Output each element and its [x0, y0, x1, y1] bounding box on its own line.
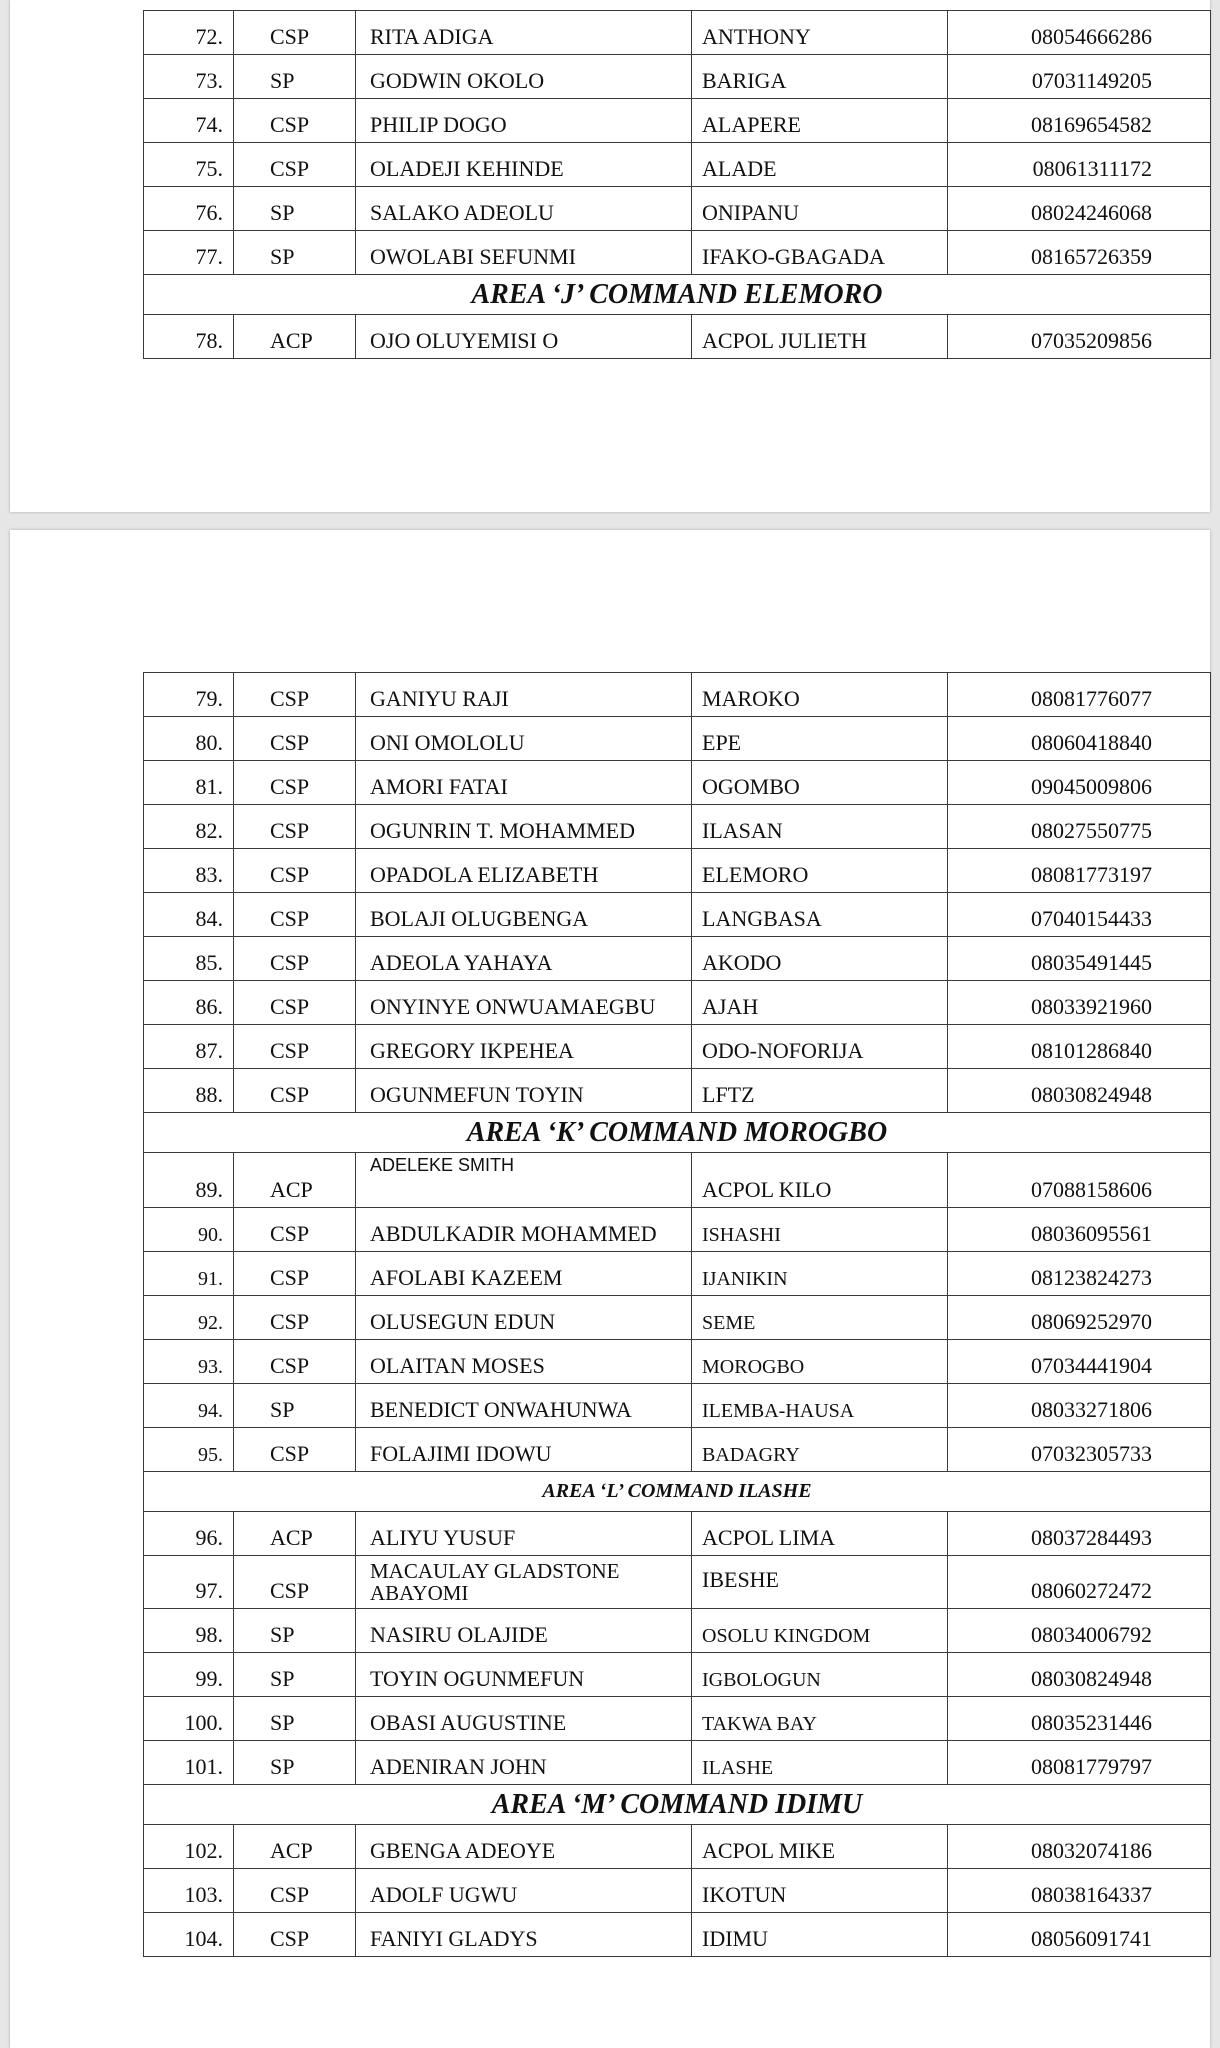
posting-location-cell: ONIPANU	[692, 187, 948, 231]
table-row	[144, 1252, 1211, 1296]
rank-cell: CSP	[234, 1025, 356, 1069]
officer-name-cell: RITA ADIGA	[356, 11, 692, 55]
phone-number-cell: 08035491445	[948, 937, 1211, 981]
serial-number-cell: 97.	[144, 1556, 234, 1609]
rank-cell: SP	[234, 1384, 356, 1428]
officer-name-cell: GBENGA ADEOYE	[356, 1825, 692, 1869]
table-row	[144, 1825, 1211, 1869]
rank-cell: CSP	[234, 1556, 356, 1609]
table-row	[144, 1512, 1211, 1556]
posting-location-cell: SEME	[692, 1296, 948, 1340]
rank-cell: ACP	[234, 1825, 356, 1869]
officers-table-page-2	[143, 672, 1211, 1957]
phone-number-cell: 08123824273	[948, 1252, 1211, 1296]
rank-cell: SP	[234, 1697, 356, 1741]
table-row	[144, 1609, 1211, 1653]
phone-number-cell: 07088158606	[948, 1153, 1211, 1208]
table-row	[144, 1913, 1211, 1957]
table-row	[144, 55, 1211, 99]
table-row	[144, 805, 1211, 849]
posting-location-cell: MAROKO	[692, 673, 948, 717]
phone-number-cell: 08069252970	[948, 1296, 1211, 1340]
officer-name-cell: ADENIRAN JOHN	[356, 1741, 692, 1785]
posting-location-cell: IFAKO-GBAGADA	[692, 231, 948, 275]
rank-cell: ACP	[234, 315, 356, 359]
posting-location-cell: IDIMU	[692, 1913, 948, 1957]
posting-location-cell: MOROGBO	[692, 1340, 948, 1384]
serial-number-cell: 84.	[144, 893, 234, 937]
posting-location-cell: ALAPERE	[692, 99, 948, 143]
rank-cell: CSP	[234, 1252, 356, 1296]
serial-number-cell: 75.	[144, 143, 234, 187]
officer-name-cell: OJO OLUYEMISI O	[356, 315, 692, 359]
officer-name-cell	[356, 1556, 692, 1609]
table-row	[144, 143, 1211, 187]
serial-number-cell: 102.	[144, 1825, 234, 1869]
serial-number-cell: 80.	[144, 717, 234, 761]
table-row	[144, 893, 1211, 937]
phone-number-cell: 08081776077	[948, 673, 1211, 717]
area-command-heading-row	[144, 1113, 1211, 1153]
posting-location-cell: ODO-NOFORIJA	[692, 1025, 948, 1069]
officer-name-cell: PHILIP DOGO	[356, 99, 692, 143]
area-command-heading-row	[144, 1785, 1211, 1825]
rank-cell: CSP	[234, 1340, 356, 1384]
phone-number-cell: 08169654582	[948, 99, 1211, 143]
posting-location-cell: BARIGA	[692, 55, 948, 99]
officer-name-cell: ONI OMOLOLU	[356, 717, 692, 761]
area-command-heading-row	[144, 1472, 1211, 1512]
table-row	[144, 1653, 1211, 1697]
table-row	[144, 1153, 1211, 1208]
serial-number-cell: 96.	[144, 1512, 234, 1556]
table-row	[144, 1741, 1211, 1785]
rank-cell: ACP	[234, 1153, 356, 1208]
table-row	[144, 1340, 1211, 1384]
officer-name-cell: SALAKO ADEOLU	[356, 187, 692, 231]
table-row	[144, 187, 1211, 231]
serial-number-cell: 82.	[144, 805, 234, 849]
table-row	[144, 1208, 1211, 1252]
phone-number-cell: 08060418840	[948, 717, 1211, 761]
phone-number-cell: 08037284493	[948, 1512, 1211, 1556]
serial-number-cell: 87.	[144, 1025, 234, 1069]
table-row	[144, 981, 1211, 1025]
table-row	[144, 1869, 1211, 1913]
rank-cell: CSP	[234, 805, 356, 849]
serial-number-cell: 95.	[144, 1428, 234, 1472]
area-command-heading-row	[144, 275, 1211, 315]
officer-name-cell: ABDULKADIR MOHAMMED	[356, 1208, 692, 1252]
rank-cell: SP	[234, 1653, 356, 1697]
table-row	[144, 937, 1211, 981]
phone-number-cell: 08032074186	[948, 1825, 1211, 1869]
posting-location-cell: OGOMBO	[692, 761, 948, 805]
rank-cell: CSP	[234, 981, 356, 1025]
rank-cell: SP	[234, 231, 356, 275]
officer-name-cell: ONYINYE ONWUAMAEGBU	[356, 981, 692, 1025]
posting-location-cell: IKOTUN	[692, 1869, 948, 1913]
table-row	[144, 231, 1211, 275]
rank-cell: CSP	[234, 761, 356, 805]
area-command-heading: AREA ‘M’ COMMAND IDIMU	[144, 1785, 1211, 1825]
document-page-2	[10, 530, 1210, 2048]
officer-name-cell: OLADEJI KEHINDE	[356, 143, 692, 187]
officer-name-cell: BENEDICT ONWAHUNWA	[356, 1384, 692, 1428]
officer-name-cell: OGUNRIN T. MOHAMMED	[356, 805, 692, 849]
posting-location-cell: ISHASHI	[692, 1208, 948, 1252]
table-row	[144, 849, 1211, 893]
phone-number-cell: 08081773197	[948, 849, 1211, 893]
phone-number-cell: 08034006792	[948, 1609, 1211, 1653]
rank-cell: CSP	[234, 937, 356, 981]
phone-number-cell: 08081779797	[948, 1741, 1211, 1785]
serial-number-cell: 91.	[144, 1252, 234, 1296]
rank-cell: CSP	[234, 1296, 356, 1340]
phone-number-cell: 08024246068	[948, 187, 1211, 231]
posting-location-cell: ACPOL JULIETH	[692, 315, 948, 359]
posting-location-cell: ILASAN	[692, 805, 948, 849]
table-row	[144, 1069, 1211, 1113]
serial-number-cell: 74.	[144, 99, 234, 143]
officer-name-cell: ADEOLA YAHAYA	[356, 937, 692, 981]
officer-name-cell	[356, 1153, 692, 1208]
table-row	[144, 1384, 1211, 1428]
phone-number-cell: 08060272472	[948, 1556, 1211, 1609]
serial-number-cell: 103.	[144, 1869, 234, 1913]
table-row	[144, 717, 1211, 761]
table-row	[144, 673, 1211, 717]
phone-number-cell: 07040154433	[948, 893, 1211, 937]
posting-location-cell: ACPOL KILO	[692, 1153, 948, 1208]
table-row	[144, 99, 1211, 143]
table-row	[144, 761, 1211, 805]
rank-cell: CSP	[234, 11, 356, 55]
area-command-heading: AREA ‘K’ COMMAND MOROGBO	[144, 1113, 1211, 1153]
officer-name-cell: TOYIN OGUNMEFUN	[356, 1653, 692, 1697]
serial-number-cell: 79.	[144, 673, 234, 717]
serial-number-cell: 92.	[144, 1296, 234, 1340]
table-row	[144, 1556, 1211, 1609]
phone-number-cell: 08030824948	[948, 1069, 1211, 1113]
area-command-heading: AREA ‘J’ COMMAND ELEMORO	[144, 275, 1211, 315]
posting-location-cell: ILASHE	[692, 1741, 948, 1785]
posting-location-cell: ALADE	[692, 143, 948, 187]
rank-cell: CSP	[234, 849, 356, 893]
rank-cell: CSP	[234, 673, 356, 717]
rank-cell: SP	[234, 55, 356, 99]
phone-number-cell: 08056091741	[948, 1913, 1211, 1957]
serial-number-cell: 83.	[144, 849, 234, 893]
phone-number-cell: 08036095561	[948, 1208, 1211, 1252]
serial-number-cell: 93.	[144, 1340, 234, 1384]
phone-number-cell: 08038164337	[948, 1869, 1211, 1913]
table-row	[144, 1697, 1211, 1741]
serial-number-cell: 100.	[144, 1697, 234, 1741]
serial-number-cell: 104.	[144, 1913, 234, 1957]
officer-name-cell: BOLAJI OLUGBENGA	[356, 893, 692, 937]
officer-name-cell: OLUSEGUN EDUN	[356, 1296, 692, 1340]
table-row	[144, 11, 1211, 55]
phone-number-cell: 07035209856	[948, 315, 1211, 359]
table-row	[144, 1296, 1211, 1340]
officer-name-line-1: MACAULAY GLADSTONE	[370, 1559, 620, 1583]
officer-name-cell: OWOLABI SEFUNMI	[356, 231, 692, 275]
officer-name-cell: FANIYI GLADYS	[356, 1913, 692, 1957]
officer-name-cell: GREGORY IKPEHEA	[356, 1025, 692, 1069]
serial-number-cell: 85.	[144, 937, 234, 981]
serial-number-cell: 98.	[144, 1609, 234, 1653]
phone-number-cell: 08061311172	[948, 143, 1211, 187]
officer-name-cell: OLAITAN MOSES	[356, 1340, 692, 1384]
posting-location-cell: LANGBASA	[692, 893, 948, 937]
officer-name-cell: FOLAJIMI IDOWU	[356, 1428, 692, 1472]
table-row	[144, 315, 1211, 359]
phone-number-cell: 08027550775	[948, 805, 1211, 849]
rank-cell: SP	[234, 1609, 356, 1653]
phone-number-cell: 08165726359	[948, 231, 1211, 275]
officer-name-cell: GANIYU RAJI	[356, 673, 692, 717]
rank-cell: CSP	[234, 99, 356, 143]
serial-number-cell: 72.	[144, 11, 234, 55]
posting-location-cell: ANTHONY	[692, 11, 948, 55]
phone-number-cell: 07032305733	[948, 1428, 1211, 1472]
rank-cell: CSP	[234, 143, 356, 187]
posting-location-cell: ILEMBA-HAUSA	[692, 1384, 948, 1428]
officer-name-cell: ALIYU YUSUF	[356, 1512, 692, 1556]
officer-name-cell: AFOLABI KAZEEM	[356, 1252, 692, 1296]
posting-location-cell: IJANIKIN	[692, 1252, 948, 1296]
rank-cell: CSP	[234, 717, 356, 761]
officers-table-page-1	[143, 10, 1211, 359]
posting-location-cell: ACPOL LIMA	[692, 1512, 948, 1556]
officer-name-cell: NASIRU OLAJIDE	[356, 1609, 692, 1653]
phone-number-cell: 08035231446	[948, 1697, 1211, 1741]
serial-number-cell: 94.	[144, 1384, 234, 1428]
serial-number-cell: 77.	[144, 231, 234, 275]
serial-number-cell: 81.	[144, 761, 234, 805]
serial-number-cell: 73.	[144, 55, 234, 99]
phone-number-cell: 07034441904	[948, 1340, 1211, 1384]
posting-location-cell: IGBOLOGUN	[692, 1653, 948, 1697]
posting-location-cell: OSOLU KINGDOM	[692, 1609, 948, 1653]
area-command-heading: AREA ‘L’ COMMAND ILASHE	[144, 1472, 1211, 1512]
phone-number-cell: 08101286840	[948, 1025, 1211, 1069]
posting-location-cell: BADAGRY	[692, 1428, 948, 1472]
rank-cell: CSP	[234, 893, 356, 937]
rank-cell: CSP	[234, 1069, 356, 1113]
officer-name-cell: GODWIN OKOLO	[356, 55, 692, 99]
rank-cell: SP	[234, 187, 356, 231]
phone-number-cell: 07031149205	[948, 55, 1211, 99]
posting-location-cell: ACPOL MIKE	[692, 1825, 948, 1869]
serial-number-cell: 99.	[144, 1653, 234, 1697]
rank-cell: CSP	[234, 1208, 356, 1252]
officer-name-cell: AMORI FATAI	[356, 761, 692, 805]
serial-number-cell: 88.	[144, 1069, 234, 1113]
serial-number-cell: 101.	[144, 1741, 234, 1785]
officer-name-cell: OGUNMEFUN TOYIN	[356, 1069, 692, 1113]
serial-number-cell: 78.	[144, 315, 234, 359]
phone-number-cell: 09045009806	[948, 761, 1211, 805]
phone-number-cell: 08030824948	[948, 1653, 1211, 1697]
posting-location-cell: AJAH	[692, 981, 948, 1025]
table-row	[144, 1025, 1211, 1069]
posting-location-cell: ELEMORO	[692, 849, 948, 893]
rank-cell: ACP	[234, 1512, 356, 1556]
rank-cell: CSP	[234, 1913, 356, 1957]
posting-location-cell: TAKWA BAY	[692, 1697, 948, 1741]
officer-name-line-2: ABAYOMI	[370, 1581, 469, 1605]
posting-location-cell: IBESHE	[692, 1556, 948, 1609]
officer-name-cell: OPADOLA ELIZABETH	[356, 849, 692, 893]
posting-location-cell: EPE	[692, 717, 948, 761]
officer-name: ADELEKE SMITH	[370, 1155, 515, 1175]
serial-number-cell: 86.	[144, 981, 234, 1025]
rank-cell: SP	[234, 1741, 356, 1785]
phone-number-cell: 08054666286	[948, 11, 1211, 55]
rank-cell: CSP	[234, 1428, 356, 1472]
rank-cell: CSP	[234, 1869, 356, 1913]
serial-number-cell: 76.	[144, 187, 234, 231]
officer-name-cell: ADOLF UGWU	[356, 1869, 692, 1913]
posting-location-cell: AKODO	[692, 937, 948, 981]
officer-name-cell: OBASI AUGUSTINE	[356, 1697, 692, 1741]
phone-number-cell: 08033271806	[948, 1384, 1211, 1428]
table-row	[144, 1428, 1211, 1472]
document-page-1	[10, 0, 1210, 512]
posting-location-cell: LFTZ	[692, 1069, 948, 1113]
serial-number-cell: 89.	[144, 1153, 234, 1208]
phone-number-cell: 08033921960	[948, 981, 1211, 1025]
serial-number-cell: 90.	[144, 1208, 234, 1252]
